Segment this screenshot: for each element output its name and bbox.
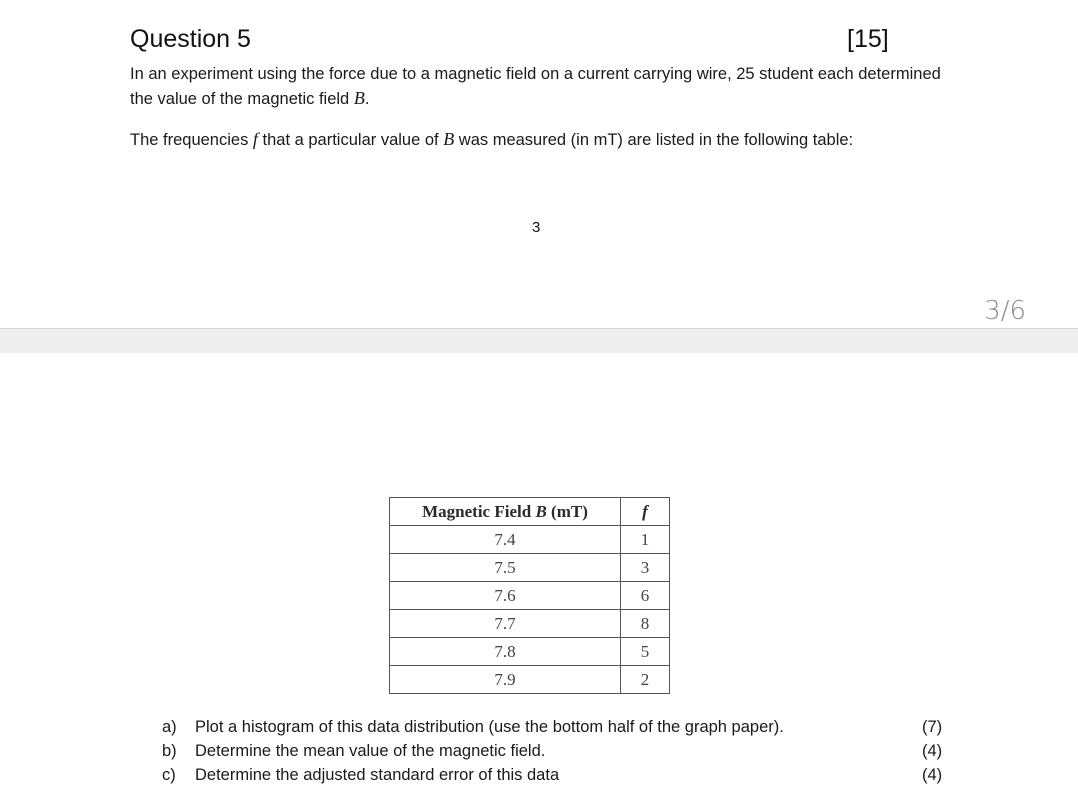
task-list	[162, 715, 952, 787]
cell-field-value: 7.4	[390, 526, 621, 554]
task-text: Determine the mean value of the magnetic field.	[195, 742, 546, 760]
task-text: Plot a histogram of this data distribution (use the bottom half of the graph paper).	[195, 718, 784, 736]
table-row	[390, 638, 670, 666]
task-text: Determine the adjusted standard error of this data	[195, 766, 560, 784]
task-item-a	[162, 715, 952, 739]
question-intro	[130, 62, 950, 111]
header-frequency: f	[621, 498, 670, 526]
cell-field-value: 7.8	[390, 638, 621, 666]
table-header-row	[390, 498, 670, 526]
question-total-marks: [15]	[847, 25, 889, 53]
task-item-b	[162, 739, 952, 763]
task-marks: (7)	[922, 718, 943, 736]
freq-variable-f: f	[252, 129, 258, 149]
page-counter: 3/6	[984, 296, 1026, 326]
frequency-description	[130, 127, 970, 152]
freq-text-1: The frequencies	[130, 131, 253, 149]
intro-end: .	[364, 90, 370, 108]
cell-frequency-value: 8	[621, 610, 670, 638]
intro-variable-b: B	[353, 88, 365, 108]
intro-text: In an experiment using the force due to a magnetic field on a current carrying wire, 25 student each determined the value of the magnetic field	[130, 65, 941, 108]
cell-frequency-value: 3	[621, 554, 670, 582]
cell-frequency-value: 1	[621, 526, 670, 554]
table-row	[390, 554, 670, 582]
question-title: Question 5	[130, 25, 251, 53]
header-b-text: Magnetic Field	[422, 501, 536, 521]
freq-text-3: was measured (in mT) are listed in the following table:	[454, 131, 854, 149]
task-letter: c)	[162, 766, 176, 784]
task-marks: (4)	[922, 766, 943, 784]
cell-frequency-value: 6	[621, 582, 670, 610]
page-separator	[0, 328, 1078, 354]
cell-frequency-value: 5	[621, 638, 670, 666]
cell-field-value: 7.7	[390, 610, 621, 638]
task-letter: a)	[162, 718, 177, 736]
cell-field-value: 7.9	[390, 666, 621, 694]
cell-frequency-value: 2	[621, 666, 670, 694]
cell-field-value: 7.6	[390, 582, 621, 610]
task-item-c	[162, 763, 952, 787]
table-row	[390, 526, 670, 554]
document-page-3	[0, 0, 1078, 328]
header-magnetic-field	[390, 498, 621, 526]
table-row	[390, 610, 670, 638]
task-letter: b)	[162, 742, 177, 760]
cell-field-value: 7.5	[390, 554, 621, 582]
page-footer-number: 3	[532, 219, 541, 236]
freq-variable-b: B	[443, 129, 455, 149]
task-marks: (4)	[922, 742, 943, 760]
magnetic-field-frequency-table	[389, 497, 670, 694]
freq-text-2: that a particular value of	[257, 131, 444, 149]
header-b-unit: (mT)	[546, 501, 588, 521]
table-row	[390, 582, 670, 610]
table-row	[390, 666, 670, 694]
header-b-var: B	[535, 501, 547, 521]
